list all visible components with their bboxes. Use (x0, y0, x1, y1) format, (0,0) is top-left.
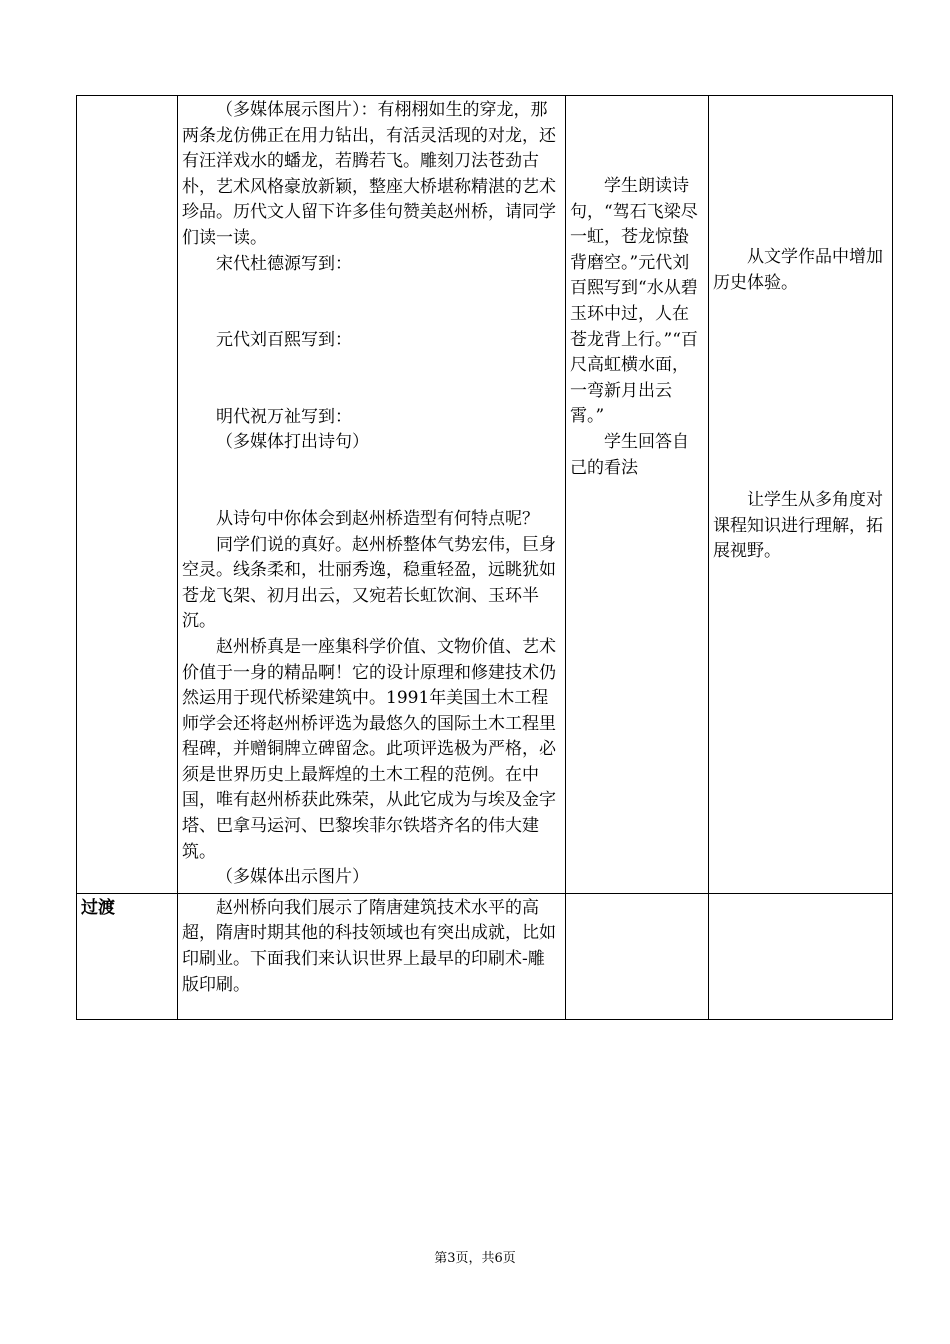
stage-cell (77, 96, 178, 894)
teacher-paragraph: 同学们说的真好。赵州桥整体气势宏伟，巨身空灵。线条柔和，壮丽秀逸，稳重轻盈，远眺犹如苍龙飞架、初月出云，又宛若长虹饮涧、玉环半沉。 (182, 534, 556, 632)
teacher-paragraph: （多媒体打出诗句） (216, 432, 369, 453)
teacher-paragraph: 从诗句中你体会到赵州桥造型有何特点呢？ (216, 508, 539, 529)
teacher-activity-cell (178, 96, 566, 894)
table-row (77, 893, 893, 1019)
intent-paragraph: 让学生从多角度对课程知识进行理解，拓展视野。 (713, 490, 883, 562)
teacher-activity-cell (178, 893, 566, 1019)
design-intent-cell (709, 893, 893, 1019)
teacher-paragraph: 宋代杜德源写到： (216, 253, 352, 274)
teacher-paragraph: （多媒体展示图片）：有栩栩如生的穿龙，那两条龙仿佛正在用力钻出，有活灵活现的对龙，还有汪洋戏水的蟠龙，若腾若飞。雕刻刀法苍劲古朴，艺术风格豪放新颖，整座大桥堪称精湛的艺术珍品。历代文人留下许多佳句赞美赵州桥，请同学们读一读。 (182, 100, 556, 248)
table-row (77, 96, 893, 894)
teacher-paragraph: 赵州桥向我们展示了隋唐建筑技术水平的高超，隋唐时期其他的科技领域也有突出成就，比如印刷业。下面我们来认识世界上最早的印刷术-雕版印刷。 (182, 897, 556, 995)
lesson-plan-table (76, 95, 893, 1020)
teacher-paragraph: 明代祝万祉写到： (216, 406, 352, 427)
student-paragraph: 学生回答自己的看法 (570, 431, 689, 478)
student-activity-cell (566, 96, 709, 894)
teacher-paragraph: 元代刘百熙写到： (216, 330, 352, 351)
student-paragraph: 学生朗读诗句，“驾石飞梁尽一虹，苍龙惊蛰背磨空。”元代刘百熙写到“水从碧玉环中过，人在苍龙背上行。”“百尺高虹横水面，一弯新月出云霄。” (570, 176, 698, 427)
teacher-paragraph: （多媒体出示图片） (216, 867, 369, 888)
stage-cell: 过渡 (77, 893, 178, 1019)
teacher-paragraph: 赵州桥真是一座集科学价值、文物价值、艺术价值于一身的精品啊！它的设计原理和修建技术仍然运用于现代桥梁建筑中。1991年美国土木工程师学会还将赵州桥评选为最悠久的国际土木工程里程碑，并赠铜牌立碑留念。此项评选极为严格，必须是世界历史上最辉煌的土木工程的范例。在中国，唯有赵州桥获此殊荣，从此它成为与埃及金字塔、巴拿马运河、巴黎埃菲尔铁塔齐名的伟大建筑。 (182, 636, 556, 862)
intent-paragraph: 从文学作品中增加历史体验。 (713, 247, 883, 293)
page-footer: 第3页，共6页 (434, 1251, 516, 1266)
design-intent-cell (709, 96, 893, 894)
student-activity-cell (566, 893, 709, 1019)
